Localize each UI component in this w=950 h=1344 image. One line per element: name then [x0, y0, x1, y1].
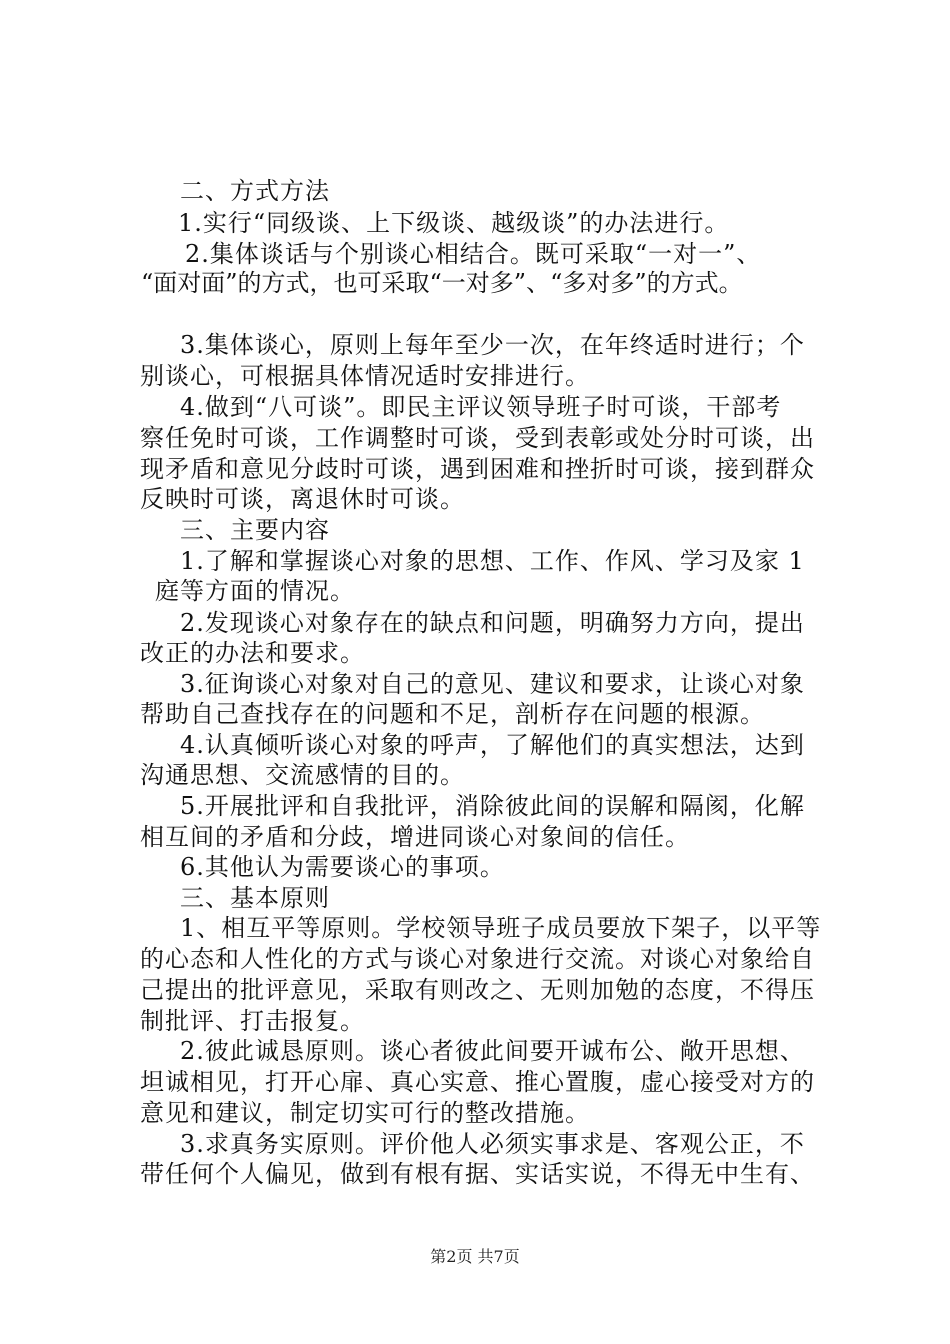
paragraph-line: 现矛盾和意见分歧时可谈，遇到困难和挫折时可谈，接到群众	[140, 455, 815, 483]
paragraph-line: 庭等方面的情况。	[155, 577, 355, 605]
section-heading-principles: 三、基本原则	[180, 884, 330, 912]
paragraph-line: 1、相互平等原则。学校领导班子成员要放下架子，以平等	[180, 914, 822, 942]
paragraph-line: 己提出的批评意见，采取有则改之、无则加勉的态度，不得压	[140, 976, 815, 1004]
paragraph-line: 沟通思想、交流感情的目的。	[140, 761, 465, 789]
page-footer: 第2页 共7页	[430, 1247, 520, 1266]
paragraph-line: 4.认真倾听谈心对象的呼声，了解他们的真实想法，达到	[180, 731, 805, 759]
paragraph-line: 察任免时可谈，工作调整时可谈，受到表彰或处分时可谈，出	[140, 424, 815, 452]
paragraph-line: 2.集体谈话与个别谈心相结合。既可采取“一对一”、	[185, 240, 762, 268]
paragraph-line: 帮助自己查找存在的问题和不足，剖析存在问题的根源。	[140, 700, 765, 728]
paragraph-line: 制批评、打击报复。	[140, 1007, 365, 1035]
paragraph-line: 2.彼此诚恳原则。谈心者彼此间要开诚布公、敞开思想、	[180, 1037, 805, 1065]
paragraph-line: 改正的办法和要求。	[140, 639, 365, 667]
section-heading-methods: 二、方式方法	[180, 177, 330, 205]
section-heading-content: 三、主要内容	[180, 516, 330, 544]
paragraph-line: 6.其他认为需要谈心的事项。	[180, 853, 505, 881]
paragraph-line: 2.发现谈心对象存在的缺点和问题，明确努力方向，提出	[180, 609, 805, 637]
paragraph-line: 坦诚相见，打开心扉、真心实意、推心置腹，虚心接受对方的	[140, 1068, 815, 1096]
paragraph-line: 别谈心，可根据具体情况适时安排进行。	[140, 362, 590, 390]
paragraph-line: “面对面”的方式，也可采取“一对多”、“多对多”的方式。	[141, 269, 743, 297]
paragraph-line: 3.征询谈心对象对自己的意见、建议和要求，让谈心对象	[180, 670, 805, 698]
paragraph-line: 5.开展批评和自我批评，消除彼此间的误解和隔阂，化解	[180, 792, 805, 820]
paragraph-line: 4.做到“八可谈”。即民主评议领导班子时可谈，干部考	[180, 393, 782, 421]
paragraph-line: 的心态和人性化的方式与谈心对象进行交流。对谈心对象给自	[140, 945, 815, 973]
paragraph-line: 反映时可谈，离退休时可谈。	[140, 485, 465, 513]
paragraph-line: 1.实行“同级谈、上下级谈、越级谈”的办法进行。	[178, 209, 730, 237]
paragraph-line: 3.求真务实原则。评价他人必须实事求是、客观公正，不	[180, 1130, 805, 1158]
paragraph-line: 1.了解和掌握谈心对象的思想、工作、作风、学习及家 1	[180, 547, 805, 575]
paragraph-line: 相互间的矛盾和分歧，增进同谈心对象间的信任。	[140, 823, 690, 851]
paragraph-line: 意见和建议，制定切实可行的整改措施。	[140, 1099, 590, 1127]
paragraph-line: 带任何个人偏见，做到有根有据、实话实说，不得无中生有、	[140, 1160, 815, 1188]
paragraph-line: 3.集体谈心，原则上每年至少一次，在年终适时进行；个	[180, 331, 805, 359]
